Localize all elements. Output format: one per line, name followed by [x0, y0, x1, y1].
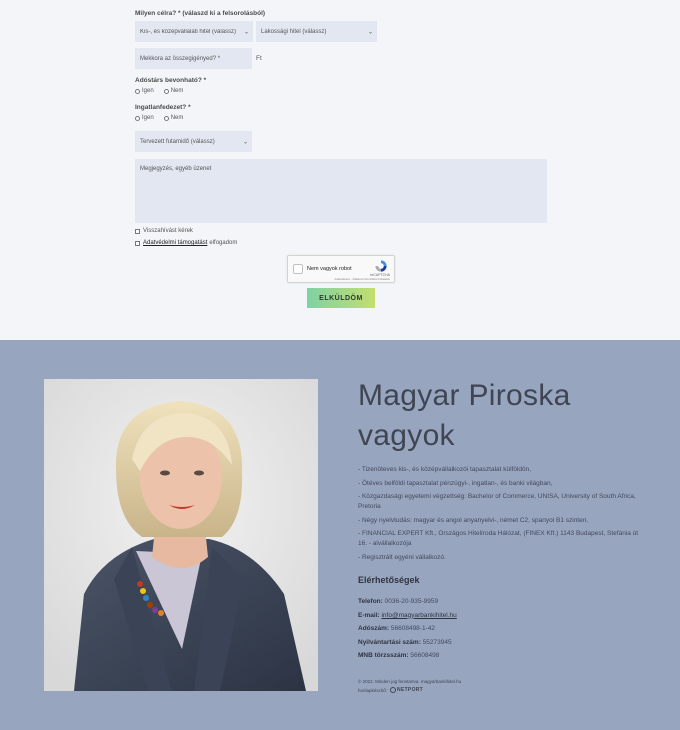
copyright-text: © 2022. Minden jog fenntartva. magyarbankihitel.hu — [358, 679, 462, 684]
developer-label: honlapkészítő: — [358, 687, 388, 693]
amount-input[interactable] — [135, 48, 252, 69]
recaptcha-checkbox[interactable] — [293, 264, 303, 274]
loan-request-form — [0, 0, 680, 340]
mnb-value: 56608498 — [410, 652, 440, 660]
portrait-photo — [44, 379, 318, 691]
portrait-illustration — [44, 379, 318, 691]
property-no-radio[interactable] — [164, 116, 169, 121]
contacts-list — [358, 598, 638, 666]
privacy-checkbox-row — [135, 240, 237, 246]
privacy-checkbox[interactable] — [135, 241, 140, 246]
retail-loan-select[interactable] — [256, 21, 377, 42]
netport-logo-icon — [390, 687, 396, 693]
recaptcha-terms: Adatvédelem - Általános Szerződési Feltételek — [334, 278, 390, 281]
tax-label: Adószám: — [358, 625, 390, 633]
recaptcha-widget — [287, 255, 395, 283]
registration-label: Nyilvántartási szám: — [358, 638, 421, 646]
chevron-down-icon: ⌄ — [242, 139, 248, 145]
term-select-value: Tervezett futamidő (válassz) — [140, 138, 215, 145]
codebtor-radio-group — [135, 88, 183, 94]
property-radio-group — [135, 115, 183, 121]
mnb-label: MNB törzsszám: — [358, 652, 409, 660]
chevron-down-icon: ⌄ — [367, 29, 373, 35]
privacy-policy-link[interactable]: Adatvédelmi támogatást — [143, 240, 208, 246]
recaptcha-logo-icon — [374, 259, 388, 273]
list-item: - Négy nyelvtudás: magyar és angol anyanyelvi-, német C2, spanyol B1 szinten, — [358, 516, 589, 524]
registration-value: 55273945 — [422, 638, 452, 646]
phone-value: 0036-20-935-9959 — [384, 598, 439, 605]
privacy-suffix: elfogadom — [209, 240, 238, 246]
profile-name-heading: Magyar Piroska vagyok — [358, 379, 571, 452]
credentials-list — [358, 465, 640, 567]
list-item: - Regisztrált egyéni vállalkozó. — [358, 553, 446, 561]
term-select[interactable] — [135, 131, 252, 152]
codebtor-no-label: Nem — [170, 88, 184, 94]
codebtor-label: Adóstárs bevonható? * — [135, 77, 207, 84]
email-label: E-mail: — [358, 611, 380, 619]
purpose-label: Milyen célra? * (válaszd ki a felsorolásból) — [135, 10, 266, 17]
list-item: - Közgazdasági egyetemi végzettség: Bachelor of Commerce, UNISA, University of South Africa, Pretoria — [358, 493, 636, 511]
callback-label: Visszahívást kérek — [143, 228, 193, 234]
netport-logo[interactable] — [390, 687, 423, 693]
contact-phone — [358, 598, 638, 612]
contact-tax — [358, 625, 638, 639]
message-textarea[interactable] — [135, 159, 547, 223]
message-placeholder: Megjegyzés, egyéb üzenet — [140, 166, 212, 172]
retail-loan-select-value: Lakossági hitel (válassz) — [261, 28, 327, 35]
property-no-label: Nem — [170, 115, 184, 121]
property-yes-label: Igen — [142, 115, 154, 121]
chevron-down-icon: ⌄ — [243, 29, 249, 35]
developer-credit — [358, 687, 423, 693]
contact-registration — [358, 639, 638, 653]
submit-button[interactable]: ELKÜLDÖM — [307, 288, 375, 308]
business-loan-select[interactable] — [135, 21, 253, 42]
callback-checkbox[interactable] — [135, 229, 140, 234]
phone-label: Telefon: — [358, 598, 383, 605]
amount-placeholder: Mekkora az összegigényed? * — [140, 55, 221, 62]
codebtor-yes-label: Igen — [142, 88, 154, 94]
currency-unit: Ft — [256, 55, 262, 62]
business-loan-select-value: Kis-, és középvállalati hitel (válassz) — [140, 28, 237, 35]
property-yes-radio[interactable] — [135, 116, 140, 121]
netport-logo-text: NETPORT — [397, 687, 424, 693]
codebtor-no-radio[interactable] — [164, 89, 169, 94]
profile-section — [0, 340, 680, 730]
callback-checkbox-row — [135, 228, 193, 234]
contacts-heading: Elérhetőségek — [358, 575, 420, 585]
tax-value: 56608498-1-42 — [390, 625, 435, 633]
email-link[interactable]: info@magyarbankihitel.hu — [381, 611, 457, 619]
recaptcha-brand: reCAPTCHA — [370, 273, 390, 277]
contact-mnb — [358, 652, 638, 666]
property-label: Ingatlanfedezet? * — [135, 104, 191, 111]
list-item: - Tizenöteves kis-, és középvállalkozói tapasztalat külföldön, — [358, 466, 532, 473]
contact-email — [358, 612, 638, 626]
codebtor-yes-radio[interactable] — [135, 89, 140, 94]
list-item: - FINANCIAL EXPERT Kft., Országos Hitelíroda Hálózat, (FINEX Kft.) 1143 Budapest, Stefánia út 16. - alvállalkozója — [358, 530, 639, 548]
recaptcha-label: Nem vagyok robot — [307, 266, 352, 272]
list-item: - Ötéves belföldi tapasztalat pénzügyi-, ingatlan-, és banki világban, — [358, 479, 553, 487]
